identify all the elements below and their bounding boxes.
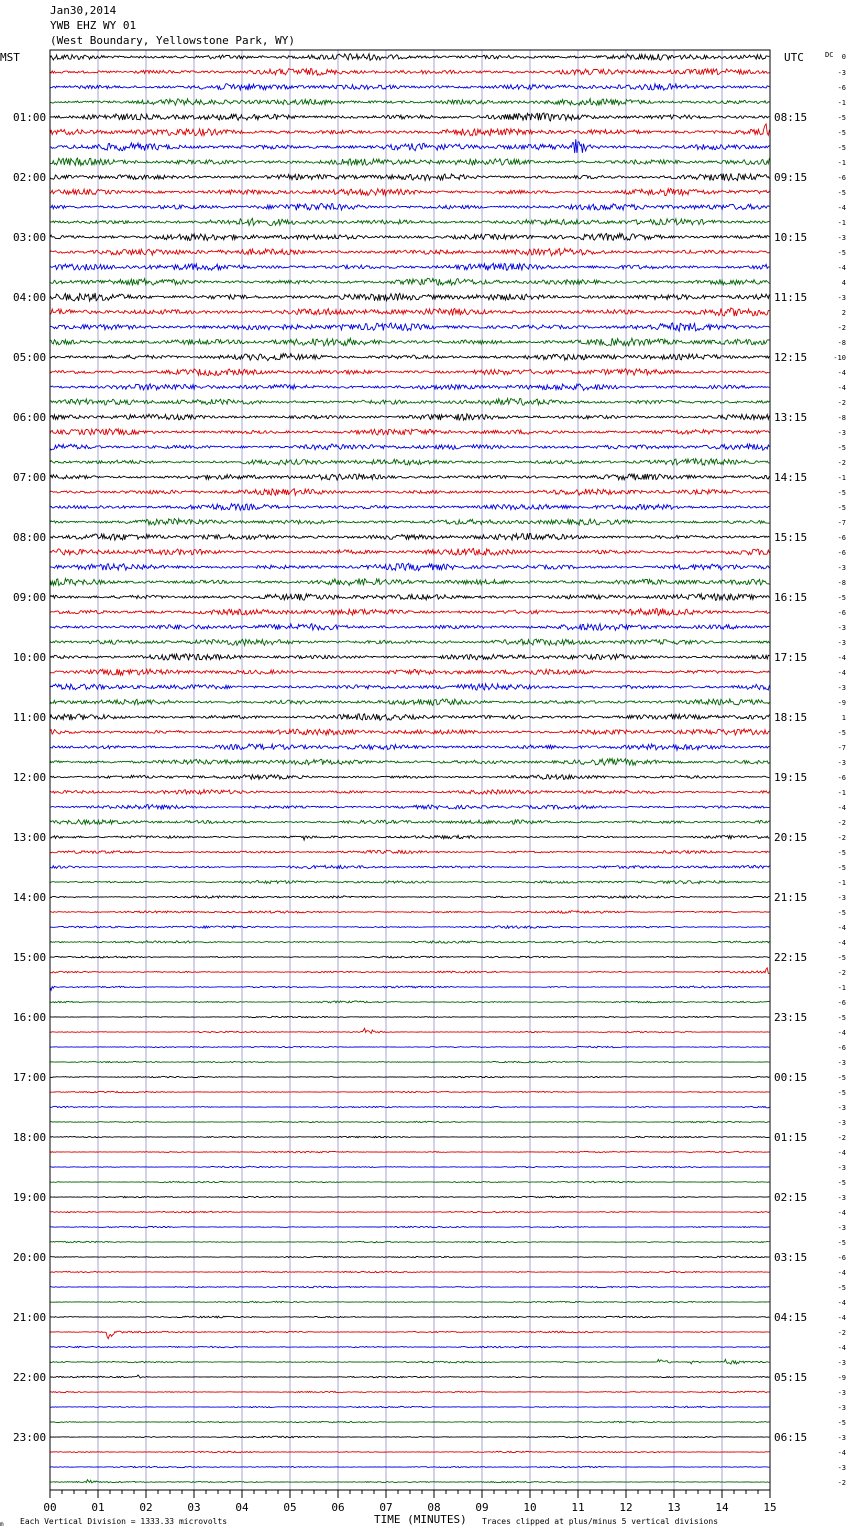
trace-76 [50, 1196, 769, 1198]
trace-6 [50, 139, 769, 153]
utc-hour-label: 17:15 [774, 651, 808, 664]
station-location: (West Boundary, Yellowstone Park, WY) [50, 34, 296, 47]
dc-offset: -3 [837, 1104, 846, 1112]
trace-95 [50, 1480, 769, 1483]
trace-75 [50, 1181, 769, 1182]
trace-78 [50, 1226, 769, 1227]
trace-39 [50, 639, 769, 645]
dc-offset: -4 [837, 384, 846, 392]
dc-offset: -6 [837, 999, 846, 1007]
trace-47 [50, 759, 769, 766]
mst-hour-label: 09:00 [13, 591, 47, 604]
trace-89 [50, 1391, 769, 1392]
dc-offset: -4 [837, 1209, 846, 1217]
dc-offset: -4 [837, 369, 846, 377]
dc-offset: -1 [837, 99, 846, 107]
mst-hour-label: 07:00 [13, 471, 47, 484]
dc-offset: -5 [837, 954, 846, 962]
trace-11 [50, 218, 769, 225]
dc-offset: -10 [833, 354, 846, 362]
x-tick-label: 02 [139, 1501, 153, 1514]
trace-44 [50, 714, 769, 721]
dc-offset: -4 [837, 924, 846, 932]
utc-hour-label: 23:15 [774, 1011, 808, 1024]
utc-hour-label: 19:15 [774, 771, 808, 784]
mst-hour-label: 02:00 [13, 171, 47, 184]
trace-73 [50, 1151, 769, 1153]
trace-56 [50, 896, 769, 898]
utc-hour-label: 09:15 [774, 171, 808, 184]
dc-offset: -6 [837, 174, 846, 182]
trace-54 [50, 865, 769, 868]
x-axis-label: TIME (MINUTES) [374, 1513, 467, 1526]
trace-61 [50, 968, 769, 974]
dc-offset: -5 [837, 909, 846, 917]
dc-offset: -3 [837, 1404, 846, 1412]
trace-33 [50, 548, 769, 555]
x-tick-label: 14 [715, 1501, 729, 1514]
dc-offset: -3 [837, 1389, 846, 1397]
trace-22 [50, 384, 769, 391]
mst-hour-labels [13, 111, 46, 1444]
x-tick-label: 06 [331, 1501, 345, 1514]
dc-offset: -2 [837, 819, 846, 827]
dc-offset: -4 [837, 204, 846, 212]
dc-offset: -4 [837, 1344, 846, 1352]
utc-hour-label: 14:15 [774, 471, 808, 484]
trace-74 [50, 1166, 769, 1168]
trace-40 [50, 654, 769, 660]
trace-66 [50, 1046, 769, 1048]
trace-49 [50, 790, 769, 795]
trace-15 [50, 278, 769, 285]
x-tick-label: 12 [619, 1501, 633, 1514]
trace-63 [50, 1001, 769, 1003]
mst-hour-label: 10:00 [13, 651, 47, 664]
dc-offset: -4 [837, 1029, 846, 1037]
trace-9 [50, 189, 769, 196]
dc-offset: -2 [837, 1134, 846, 1142]
trace-1 [50, 69, 769, 76]
trace-83 [50, 1301, 769, 1303]
dc-offset: -3 [837, 1359, 846, 1367]
dc-offset: -3 [837, 894, 846, 902]
trace-94 [50, 1466, 769, 1467]
dc-offset: -8 [837, 339, 846, 347]
utc-hour-label: 13:15 [774, 411, 808, 424]
dc-offset: -2 [837, 399, 846, 407]
trace-60 [50, 956, 769, 958]
trace-67 [50, 1061, 769, 1063]
dc-offset: 0 [841, 53, 846, 61]
dc-offset: -5 [837, 1014, 846, 1022]
trace-17 [50, 308, 769, 316]
x-tick-label: 13 [667, 1501, 681, 1514]
dc-offset: -4 [837, 939, 846, 947]
dc-offset: -5 [837, 849, 846, 857]
dc-offset: -3 [837, 429, 846, 437]
utc-hour-label: 04:15 [774, 1311, 808, 1324]
utc-hour-labels [774, 111, 807, 1444]
x-tick-label: 07 [379, 1501, 393, 1514]
clip-note: Traces clipped at plus/minus 5 vertical divisions [482, 1517, 719, 1526]
dc-offset: -1 [837, 159, 846, 167]
trace-84 [50, 1316, 769, 1318]
mst-hour-label: 12:00 [13, 771, 47, 784]
trace-28 [50, 474, 769, 481]
utc-hour-label: 05:15 [774, 1371, 808, 1384]
dc-offset: -5 [837, 144, 846, 152]
trace-58 [50, 926, 769, 929]
trace-31 [50, 519, 769, 526]
mst-hour-label: 20:00 [13, 1251, 47, 1264]
trace-85 [50, 1331, 769, 1339]
trace-70 [50, 1106, 769, 1108]
trace-32 [50, 533, 769, 540]
dc-offset: -5 [837, 189, 846, 197]
dc-offset: -5 [837, 1179, 846, 1187]
dc-offset: -9 [837, 699, 846, 707]
mst-hour-label: 04:00 [13, 291, 47, 304]
dc-offset: -3 [837, 1464, 846, 1472]
dc-offset: -3 [837, 234, 846, 242]
dc-offset: -1 [837, 789, 846, 797]
dc-offset: -5 [837, 594, 846, 602]
trace-16 [50, 293, 769, 301]
mst-hour-label: 21:00 [13, 1311, 47, 1324]
trace-25 [50, 429, 769, 435]
trace-27 [50, 459, 769, 466]
dc-offset: -6 [837, 774, 846, 782]
trace-65 [50, 1028, 769, 1033]
trace-71 [50, 1121, 769, 1123]
trace-57 [50, 911, 769, 914]
utc-hour-label: 02:15 [774, 1191, 808, 1204]
trace-26 [50, 444, 769, 450]
utc-hour-label: 11:15 [774, 291, 808, 304]
trace-41 [50, 669, 769, 675]
utc-hour-label: 03:15 [774, 1251, 808, 1264]
mst-hour-label: 15:00 [13, 951, 47, 964]
dc-offset: -6 [837, 1044, 846, 1052]
dc-offset: -3 [837, 759, 846, 767]
dc-offset: -8 [837, 414, 846, 422]
dc-offset: -8 [837, 579, 846, 587]
dc-offset: -5 [837, 1284, 846, 1292]
x-tick-label: 03 [187, 1501, 201, 1514]
trace-4 [50, 113, 769, 121]
trace-14 [50, 263, 769, 270]
dc-offset: -4 [837, 264, 846, 272]
trace-53 [50, 850, 769, 853]
trace-81 [50, 1271, 769, 1272]
dc-offset: -2 [837, 1479, 846, 1487]
dc-offset: -6 [837, 84, 846, 92]
dc-offset: -5 [837, 504, 846, 512]
x-tick-label: 15 [763, 1501, 777, 1514]
dc-offset: -4 [837, 654, 846, 662]
dc-offset: -5 [837, 1419, 846, 1427]
trace-7 [50, 158, 769, 165]
mst-hour-label: 18:00 [13, 1131, 47, 1144]
trace-72 [50, 1136, 769, 1138]
dc-offset: -2 [837, 969, 846, 977]
dc-offset: 1 [841, 714, 846, 722]
mst-hour-label: 08:00 [13, 531, 47, 544]
trace-59 [50, 941, 769, 943]
dc-offset: -3 [837, 564, 846, 572]
dc-offset: -3 [837, 69, 846, 77]
mst-hour-label: 23:00 [13, 1431, 47, 1444]
mst-hour-label: 01:00 [13, 111, 47, 124]
trace-82 [50, 1286, 769, 1288]
dc-offset: -2 [837, 1329, 846, 1337]
dc-offset: -4 [837, 1449, 846, 1457]
trace-52 [50, 835, 769, 840]
trace-90 [50, 1406, 769, 1408]
station-code: YWB EHZ WY 01 [50, 19, 137, 32]
trace-24 [50, 414, 769, 420]
scale-note: Each Vertical Division = 1333.33 microvolts [20, 1517, 228, 1526]
x-tick-label: 05 [283, 1501, 297, 1514]
dc-offset: -3 [837, 1119, 846, 1127]
trace-2 [50, 84, 769, 91]
dc-offset: -1 [837, 984, 846, 992]
dc-offset: 4 [841, 279, 846, 287]
trace-38 [50, 624, 769, 631]
dc-offset: -3 [837, 1164, 846, 1172]
mst-hour-label: 16:00 [13, 1011, 47, 1024]
dc-offset: -2 [837, 459, 846, 467]
dc-offset: -1 [837, 219, 846, 227]
mst-hour-label: 19:00 [13, 1191, 47, 1204]
trace-45 [50, 729, 769, 735]
x-tick-label: 00 [43, 1501, 57, 1514]
trace-10 [50, 203, 769, 210]
dc-offset: -5 [837, 444, 846, 452]
trace-87 [50, 1359, 769, 1364]
trace-64 [50, 1016, 769, 1017]
trace-20 [50, 354, 769, 361]
trace-92 [50, 1436, 769, 1438]
seismic-traces [50, 54, 769, 1483]
chart-date: Jan30,2014 [50, 4, 117, 17]
trace-77 [50, 1211, 769, 1213]
dc-offset: -4 [837, 804, 846, 812]
utc-hour-label: 21:15 [774, 891, 808, 904]
mst-axis-label: MST [0, 51, 20, 64]
dc-label: DC [825, 51, 834, 59]
dc-offset: -1 [837, 879, 846, 887]
x-tick-label: 04 [235, 1501, 249, 1514]
utc-hour-label: 12:15 [774, 351, 808, 364]
trace-3 [50, 99, 769, 106]
utc-hour-label: 15:15 [774, 531, 808, 544]
x-tick-label: 09 [475, 1501, 489, 1514]
dc-offset: -7 [837, 744, 846, 752]
trace-19 [50, 338, 769, 346]
trace-30 [50, 504, 769, 511]
trace-69 [50, 1091, 769, 1093]
utc-hour-label: 01:15 [774, 1131, 808, 1144]
trace-0 [50, 54, 769, 61]
x-tick-label: 10 [523, 1501, 537, 1514]
dc-offset: -5 [837, 489, 846, 497]
trace-35 [50, 578, 769, 585]
trace-43 [50, 699, 769, 705]
utc-hour-label: 22:15 [774, 951, 808, 964]
mst-hour-label: 06:00 [13, 411, 47, 424]
mst-hour-label: 17:00 [13, 1071, 47, 1084]
trace-21 [50, 369, 769, 376]
dc-offset: -4 [837, 669, 846, 677]
dc-offset: -7 [837, 519, 846, 527]
dc-offset: -9 [837, 1374, 846, 1382]
trace-91 [50, 1421, 769, 1423]
mst-hour-label: 22:00 [13, 1371, 47, 1384]
x-tick-label: 11 [571, 1501, 585, 1514]
trace-86 [50, 1346, 769, 1348]
mst-hour-label: 14:00 [13, 891, 47, 904]
trace-79 [50, 1241, 769, 1243]
mst-hour-label: 05:00 [13, 351, 47, 364]
utc-hour-label: 06:15 [774, 1431, 808, 1444]
trace-51 [50, 820, 769, 825]
trace-46 [50, 744, 769, 750]
dc-offset: -4 [837, 1269, 846, 1277]
dc-offset: -3 [837, 294, 846, 302]
trace-36 [50, 594, 769, 600]
dc-offset: -6 [837, 534, 846, 542]
dc-offset: -6 [837, 549, 846, 557]
trace-23 [50, 399, 769, 406]
x-tick-label: 01 [91, 1501, 105, 1514]
dc-offset: -3 [837, 1194, 846, 1202]
dc-offset: -5 [837, 729, 846, 737]
mst-hour-label: 03:00 [13, 231, 47, 244]
trace-55 [50, 881, 769, 884]
dc-offset: -5 [837, 1089, 846, 1097]
dc-offset: -6 [837, 1254, 846, 1262]
trace-42 [50, 684, 769, 690]
x-tick-label: 08 [427, 1501, 441, 1514]
dc-offset: -4 [837, 1314, 846, 1322]
trace-93 [50, 1451, 769, 1453]
dc-offset: -4 [837, 1149, 846, 1157]
trace-80 [50, 1256, 769, 1258]
utc-hour-label: 10:15 [774, 231, 808, 244]
dc-offset: -3 [837, 1224, 846, 1232]
dc-offset: -3 [837, 1059, 846, 1067]
utc-hour-label: 18:15 [774, 711, 808, 724]
trace-88 [50, 1375, 769, 1378]
dc-offset: -5 [837, 114, 846, 122]
trace-29 [50, 489, 769, 496]
dc-offset: -3 [837, 639, 846, 647]
dc-offset: -3 [837, 624, 846, 632]
dc-offset: -2 [837, 324, 846, 332]
trace-5 [50, 124, 769, 136]
trace-68 [50, 1076, 769, 1077]
footer-mark: m [0, 1521, 4, 1528]
dc-offset: -6 [837, 609, 846, 617]
mst-hour-label: 13:00 [13, 831, 47, 844]
utc-hour-label: 16:15 [774, 591, 808, 604]
dc-offset: 2 [841, 309, 846, 317]
utc-hour-label: 00:15 [774, 1071, 808, 1084]
trace-8 [50, 174, 769, 181]
dc-offset: -3 [837, 684, 846, 692]
dc-offset: -1 [837, 474, 846, 482]
trace-12 [50, 234, 769, 241]
trace-37 [50, 608, 769, 615]
dc-offset: -5 [837, 129, 846, 137]
dc-offset: -5 [837, 1074, 846, 1082]
dc-offset: -5 [837, 1239, 846, 1247]
trace-34 [50, 563, 769, 570]
utc-hour-label: 20:15 [774, 831, 808, 844]
dc-offset-labels [833, 53, 846, 1487]
trace-50 [50, 805, 769, 810]
trace-18 [50, 323, 769, 331]
dc-offset: -5 [837, 864, 846, 872]
dc-offset: -3 [837, 1434, 846, 1442]
trace-48 [50, 775, 769, 780]
trace-13 [50, 248, 769, 255]
dc-offset: -5 [837, 249, 846, 257]
utc-axis-label: UTC [784, 51, 804, 64]
utc-hour-label: 08:15 [774, 111, 808, 124]
x-axis [43, 1490, 776, 1514]
dc-offset: -2 [837, 834, 846, 842]
dc-offset: -4 [837, 1299, 846, 1307]
trace-62 [50, 986, 769, 990]
mst-hour-label: 11:00 [13, 711, 47, 724]
